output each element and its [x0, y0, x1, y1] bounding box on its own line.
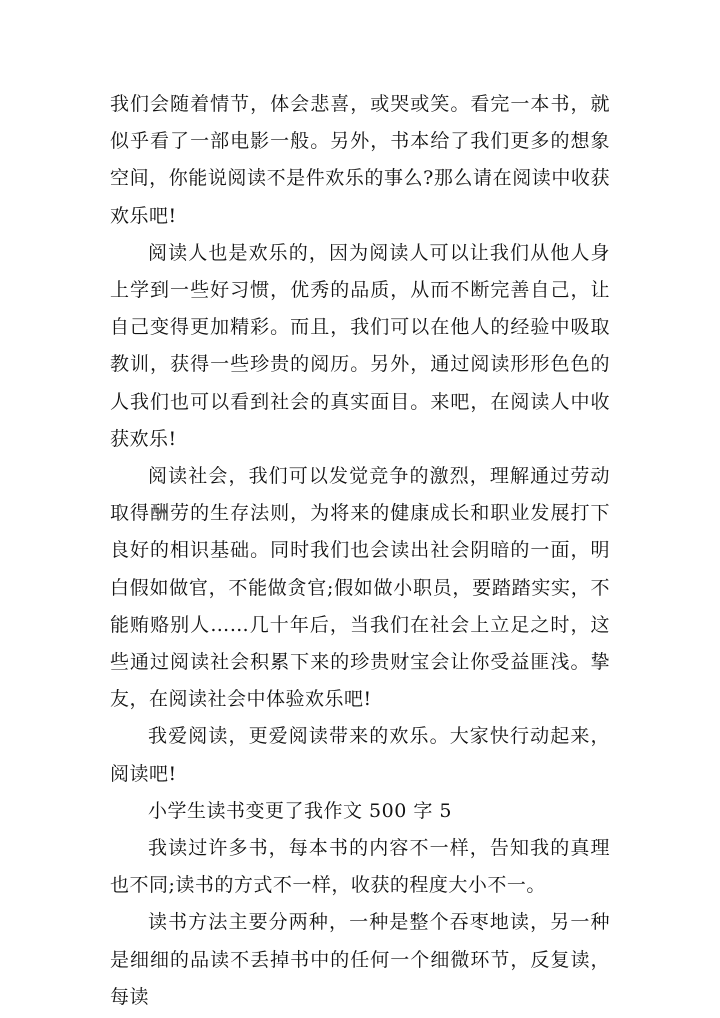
paragraph: 阅读社会，我们可以发觉竞争的激烈，理解通过劳动取得酬劳的生存法则，为将来的健康成长和职业发展打下良好的相识基础。同时我们也会读出社会阴暗的一面，明白假如做官，不能做贪官;假如做小职员，要踏踏实实，不能贿赂别人……几十年后，当我们在社会上立足之时，这些通过阅读社会积累下来的珍贵财宝会让你受益匪浅。挚友，在阅读社会中体验欢乐吧!: [110, 465, 610, 711]
paragraph: 阅读人也是欢乐的，因为阅读人可以让我们从他人身上学到一些好习惯，优秀的品质，从而不断完善自己，让自己变得更加精彩。而且，我们可以在他人的经验中吸取教训，获得一些珍贵的阅历。另外，通过阅读形形色色的人我们也可以看到社会的真实面目。来吧，在阅读人中收获欢乐!: [110, 241, 610, 450]
paragraph: 读书方法主要分两种，一种是整个吞枣地读，另一种是细细的品读不丢掉书中的任何一个细微环节，反复读，每读: [110, 911, 610, 1008]
section-heading: 小学生读书变更了我作文 500 字 5: [148, 799, 452, 822]
paragraph: 我爱阅读，更爱阅读带来的欢乐。大家快行动起来，阅读吧!: [110, 725, 610, 785]
paragraph: 我们会随着情节，体会悲喜，或哭或笑。看完一本书，就似乎看了一部电影一般。另外，书本给了我们更多的想象空间，你能说阅读不是件欢乐的事么?那么请在阅读中收获欢乐吧!: [110, 93, 610, 227]
paragraph: 我读过许多书，每本书的内容不一样，告知我的真理也不同;读书的方式不一样，收获的程度大小不一。: [110, 837, 610, 897]
document-page: [110, 86, 610, 1016]
